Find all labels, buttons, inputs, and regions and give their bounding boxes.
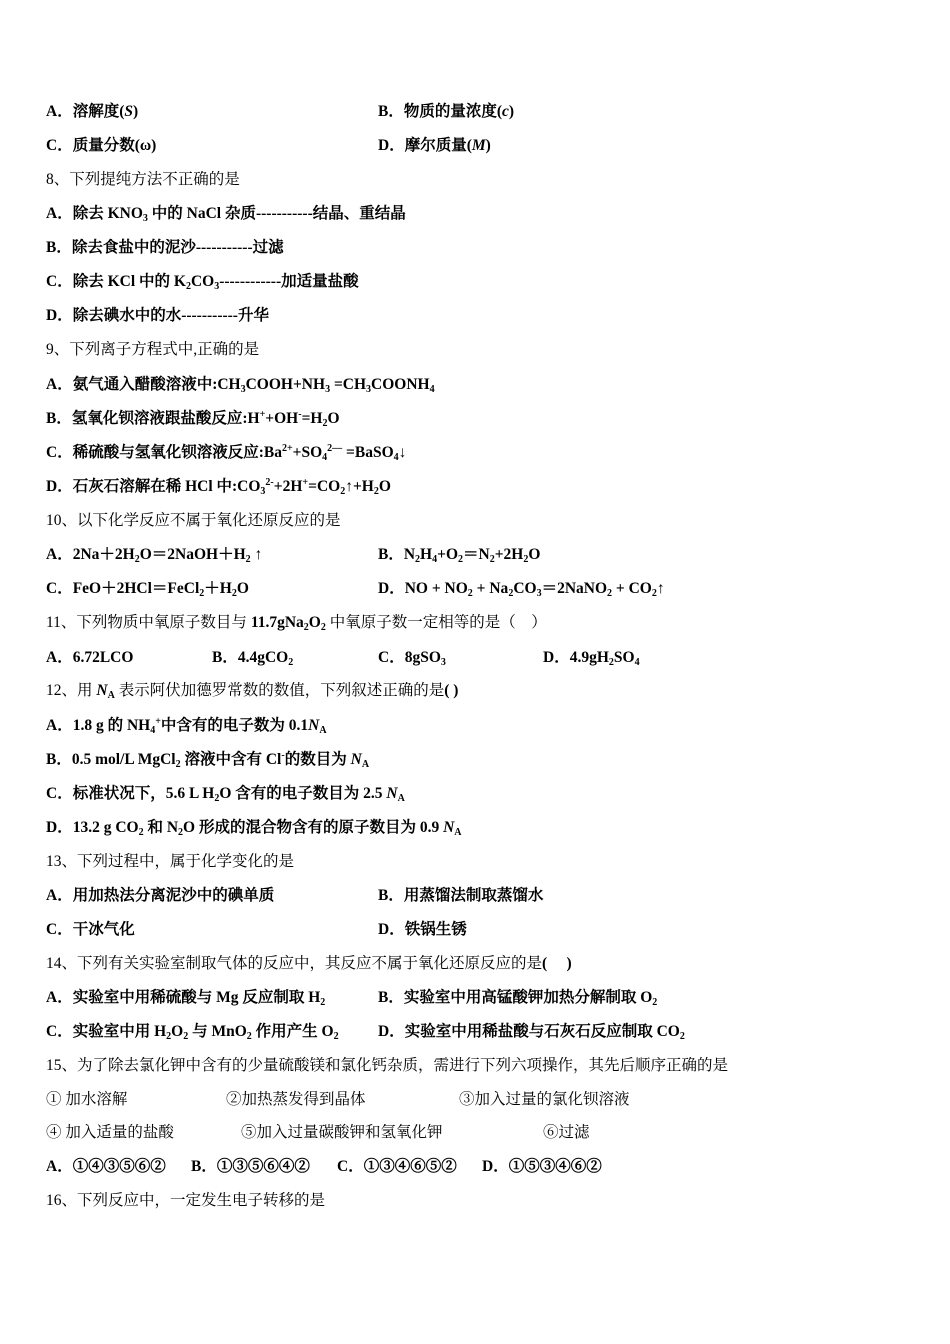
q11-option-c: C．8gSO$_3$ (378, 649, 446, 668)
q10-stem: 10、以下化学反应不属于氧化还原反应的是 (46, 512, 341, 529)
q15-op4: ④ 加入适量的盐酸 (46, 1124, 174, 1141)
q11-option-d: D．$4.9gH_2SO_4$ (543, 649, 640, 668)
q15-op2: ②加热蒸发得到晶体 (226, 1091, 366, 1108)
q11-option-a: A．6.72LCO (46, 649, 134, 666)
q13-option-b: B．用蒸馏法制取蒸馏水 (378, 887, 544, 904)
q11-option-b: B．4.4gCO$_2$ (212, 649, 294, 668)
q7-option-d: D．摩尔质量(M) (378, 137, 491, 154)
q12-option-d: D．13.2 g $CO_2$ 和 $N_2O$ 形成的混合物含有的原子数目为 0.9 $N_A$ (46, 819, 462, 838)
q13-stem: 13、下列过程中，属于化学变化的是 (46, 853, 295, 870)
q13-option-d: D．铁锅生锈 (378, 921, 467, 938)
q12-stem: 12、用 $N_A$ 表示阿伏加德罗常数的数值，下列叙述正确的是( ) (46, 682, 459, 701)
q7-option-a: A．溶解度(S) (46, 103, 139, 120)
q14-option-a: A．实验室中用稀硫酸与 Mg 反应制取 $H_2$ (46, 989, 326, 1008)
q15-op1: ① 加水溶解 (46, 1091, 128, 1108)
q16-stem: 16、下列反应中，一定发生电子转移的是 (46, 1192, 326, 1209)
q8-option-d: D．除去碘水中的水-----------升华 (46, 307, 269, 324)
q9-option-b: B．氢氧化钡溶液跟盐酸反应$:H^++OH^-=H_2O$ (46, 409, 340, 429)
q9-option-a: A．氨气通入醋酸溶液中$:CH_3COOH+NH_3$ $=CH_3COONH_4$ (46, 376, 435, 395)
q15-stem: 15、为了除去氯化钾中含有的少量硫酸镁和氯化钙杂质，需进行下列六项操作，其先后顺序正确的是 (46, 1057, 729, 1074)
q13-option-a: A．用加热法分离泥沙中的碘单质 (46, 887, 275, 904)
q14-option-b: B．实验室中用高锰酸钾加热分解制取 $O_2$ (378, 989, 658, 1008)
q15-option-c: C．①③④⑥⑤② (337, 1158, 457, 1175)
q10-option-c: C．$FeO+2HCl=FeCl_2+H_2O$ (46, 580, 249, 599)
q12-option-c: C．标准状况下，5.6 L $H_2O$ 含有的电子数目为 2.5 $N_A$ (46, 785, 405, 804)
q7-option-c: C．质量分数(ω) (46, 137, 157, 154)
q8-option-a: A．除去 $KNO_3$ 中的 NaCl 杂质-----------结晶、重结晶 (46, 205, 406, 224)
q12-option-b: B．0.5 mol/L MgCl$_2$ 溶液中含有 Cl-的数目为 $N_A$ (46, 750, 370, 770)
q11-stem: 11、下列物质中氧原子数目与 $11.7gNa_2O_2$ 中氧原子数一定相等的是（ ） (46, 614, 547, 633)
q14-option-c: C．实验室中用 $H_2O_2$ 与 MnO$_2$ 作用产生 $O_2$ (46, 1023, 339, 1042)
q10-option-d: D．NO + $NO_2$ + $Na_2CO_3=2NaNO_2$ + $CO_2↑$ (378, 580, 665, 599)
q8-option-c: C．除去 KCl 中的 $K_2CO_3------------$加适量盐酸 (46, 273, 359, 292)
q12-option-a: A．1.8 g 的 $NH_4^+$中含有的电子数为 $0.1N_A$ (46, 716, 327, 736)
q10-option-b: B．$N_2H_4+O_2=N_2+2H_2O$ (378, 546, 541, 565)
q10-option-a: A．$2Na+2H_2O=2NaOH+H_2$ ↑ (46, 546, 263, 565)
q15-option-d: D．①⑤③④⑥② (482, 1158, 602, 1175)
q15-op5: ⑤加入过量碳酸钾和氢氧化钾 (241, 1124, 443, 1141)
q8-stem: 8、下列提纯方法不正确的是 (46, 171, 240, 188)
q9-stem: 9、下列离子方程式中,正确的是 (46, 341, 260, 358)
q9-option-c: C．稀硫酸与氢氧化钡溶液反应$:Ba^{2+}+SO_4^{2—}$ =BaSO$_4$↓ (46, 443, 407, 463)
q15-op3: ③加入过量的氯化钡溶液 (459, 1091, 630, 1108)
q7-option-b: B．物质的量浓度(c) (378, 103, 515, 120)
q9-option-d: D．石灰石溶解在稀 HCl 中$:CO_3^{2-}+2H^+=CO_2↑+H_2O$ (46, 477, 391, 497)
q14-stem: 14、下列有关实验室制取气体的反应中，其反应不属于氧化还原反应的是( ) (46, 955, 572, 972)
q15-option-b: B．①③⑤⑥④② (191, 1158, 310, 1175)
q15-op6: ⑥过滤 (543, 1124, 590, 1141)
q8-option-b: B．除去食盐中的泥沙-----------过滤 (46, 239, 284, 256)
q15-option-a: A．①④③⑤⑥② (46, 1158, 166, 1175)
q13-option-c: C．干冰气化 (46, 921, 135, 938)
q14-option-d: D．实验室中用稀盐酸与石灰石反应制取 $CO_2$ (378, 1023, 685, 1042)
